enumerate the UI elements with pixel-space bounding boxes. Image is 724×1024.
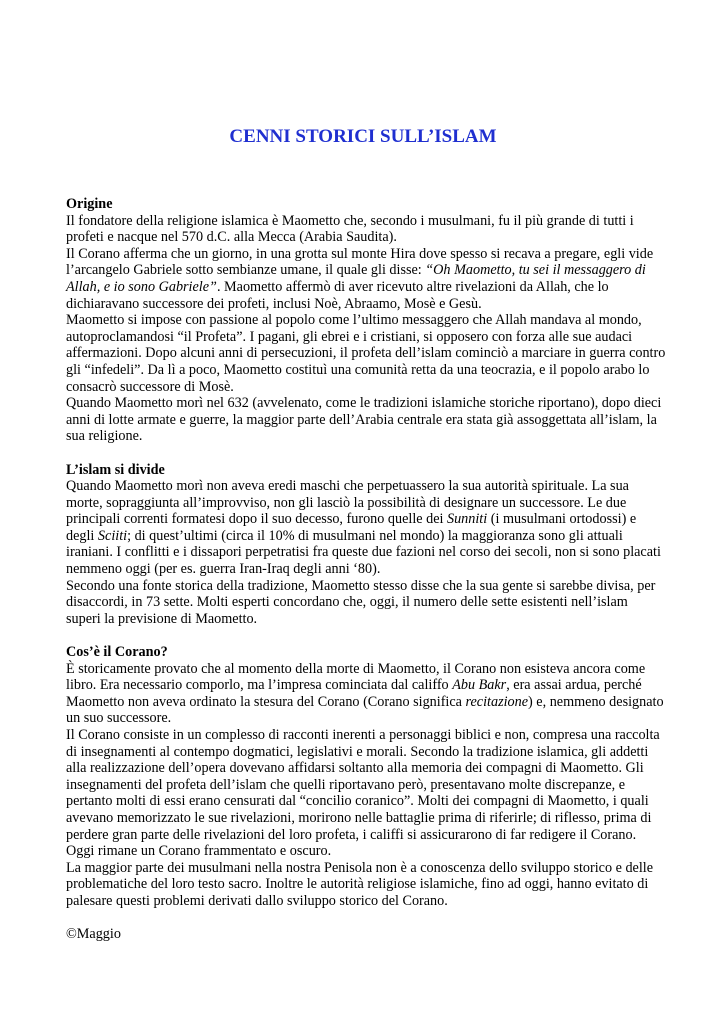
paragraph: È storicamente provato che al momento della morte di Maometto, il Corano non esisteva ancora come libro. Era necessario comporlo, ma l’impresa cominciata dal califfo Abu Bakr, era assai ardua, perché Maometto non aveva ordinato la stesura del Corano (Corano significa recitazione) e, nemmeno designato un suo successore. <box>66 660 664 727</box>
document-body <box>66 196 666 943</box>
section-heading-divisione: L’islam si divide <box>66 461 165 478</box>
paragraph: La maggior parte dei musulmani nella nostra Penisola non è a conoscenza dello sviluppo storico e delle problematiche del loro testo sacro. Inoltre le autorità religiose islamiche, fino ad oggi, hanno evitato di palesare questi problemi derivati dallo sviluppo storico del Corano. <box>66 859 654 909</box>
term-sciiti: Sciiti <box>97 527 128 544</box>
paragraph: Il fondatore della religione islamica è Maometto che, secondo i musulmani, fu il più grande di tutti i profeti e nacque nel 570 d.C. alla Mecca (Arabia Saudita). <box>66 212 634 246</box>
term-sunniti: Sunniti <box>446 511 488 528</box>
paragraph: Il Corano consiste in un complesso di racconti inerenti a personaggi biblici e non, compresa una raccolta di insegnamenti al contempo dogmatici, legislativi e morali. Secondo la tradizione islamica, gli addetti alla realizzazione dell’opera dovevano affidarsi soltanto alla memoria dei compagni di Maometto. Gli insegnamenti del profeta dell’islam che quelli riportavano però, presentavano molte discrepanze, e pertanto molti di essi erano censurati dal “concilio coranico”. Molti dei compagni di Maometto, i quali avevano memorizzato le sue rivelazioni, morirono nelle battaglie prima di riferirle; di riflesso, prima di perdere gran parte delle rivelazioni del loro profeta, i califfi si assicurarono di far redigere il Corano. Oggi rimane un Corano frammentato e oscuro. <box>66 727 660 860</box>
section-heading-corano: Cos’è il Corano? <box>66 644 168 661</box>
paragraph: Quando Maometto morì nel 632 (avvelenato, come le tradizioni islamiche storiche riportano), dopo dieci anni di lotte armate e guerre, la maggior parte dell’Arabia centrale era stata già assoggettata all’islam, la sua religione. <box>66 395 662 445</box>
footer-copyright: ©Maggio <box>66 926 121 943</box>
page-title: CENNI STORICI SULL’ISLAM <box>229 126 497 147</box>
section-heading-origine: Origine <box>66 196 113 212</box>
term-recitazione: recitazione <box>465 693 529 710</box>
paragraph: Maometto si impose con passione al popolo come l’ultimo messaggero che Allah mandava al mondo, autoproclamandosi “il Profeta”. I pagani, gli ebrei e i cristiani, si opposero con forza alle sue audaci affermazioni. Dopo alcuni anni di persecuzioni, il profeta dell’islam cominciò a marciare in guerra contro gli “infedeli”. Da lì a poco, Maometto costituì una comunità retta da una teocrazia, e il popolo arabo lo consacrò successore di Mosè. <box>66 312 666 395</box>
paragraph: Quando Maometto morì non aveva eredi maschi che perpetuassero la sua autorità spirituale. La sua morte, sopraggiunta all’improvviso, non gli lasciò la possibilità di designare un successore. Le due principali correnti formatesi dopo il suo decesso, furono quelle dei Sunniti (i musulmani ortodossi) e degli Sciiti; di quest’ultimi (circa il 10% di musulmani nel mondo) la maggioranza sono gli attuali iraniani. I conflitti e i dissapori perpetratisi fra queste due fazioni nel corso dei secoli, non si sono placati nemmeno oggi (per es. guerra Iran-Iraq degli anni ‘80). <box>66 478 661 578</box>
paragraph: Secondo una fonte storica della tradizione, Maometto stesso disse che la sua gente si sarebbe divisa, per disaccordi, in 73 sette. Molti esperti concordano che, oggi, il numero delle sette esistenti nell’islam superi la previsione di Maometto. <box>66 577 656 627</box>
quote-text: “Oh Maometto, tu sei il messaggero di Allah, e io sono Gabriele” <box>66 262 646 295</box>
paragraph: Il Corano afferma che un giorno, in una grotta sul monte Hira dove spesso si recava a pregare, egli vide l’arcangelo Gabriele sotto sembianze umane, il quale gli disse: “Oh Maometto, tu sei il messaggero di Allah, e io sono Gabriele”. Maometto affermò di aver ricevuto altre rivelazioni da Allah, che lo dichiaravano successore dei profeti, inclusi Noè, Abraamo, Mosè e Gesù. <box>66 245 654 312</box>
term-abu-bakr: Abu Bakr <box>452 677 507 694</box>
